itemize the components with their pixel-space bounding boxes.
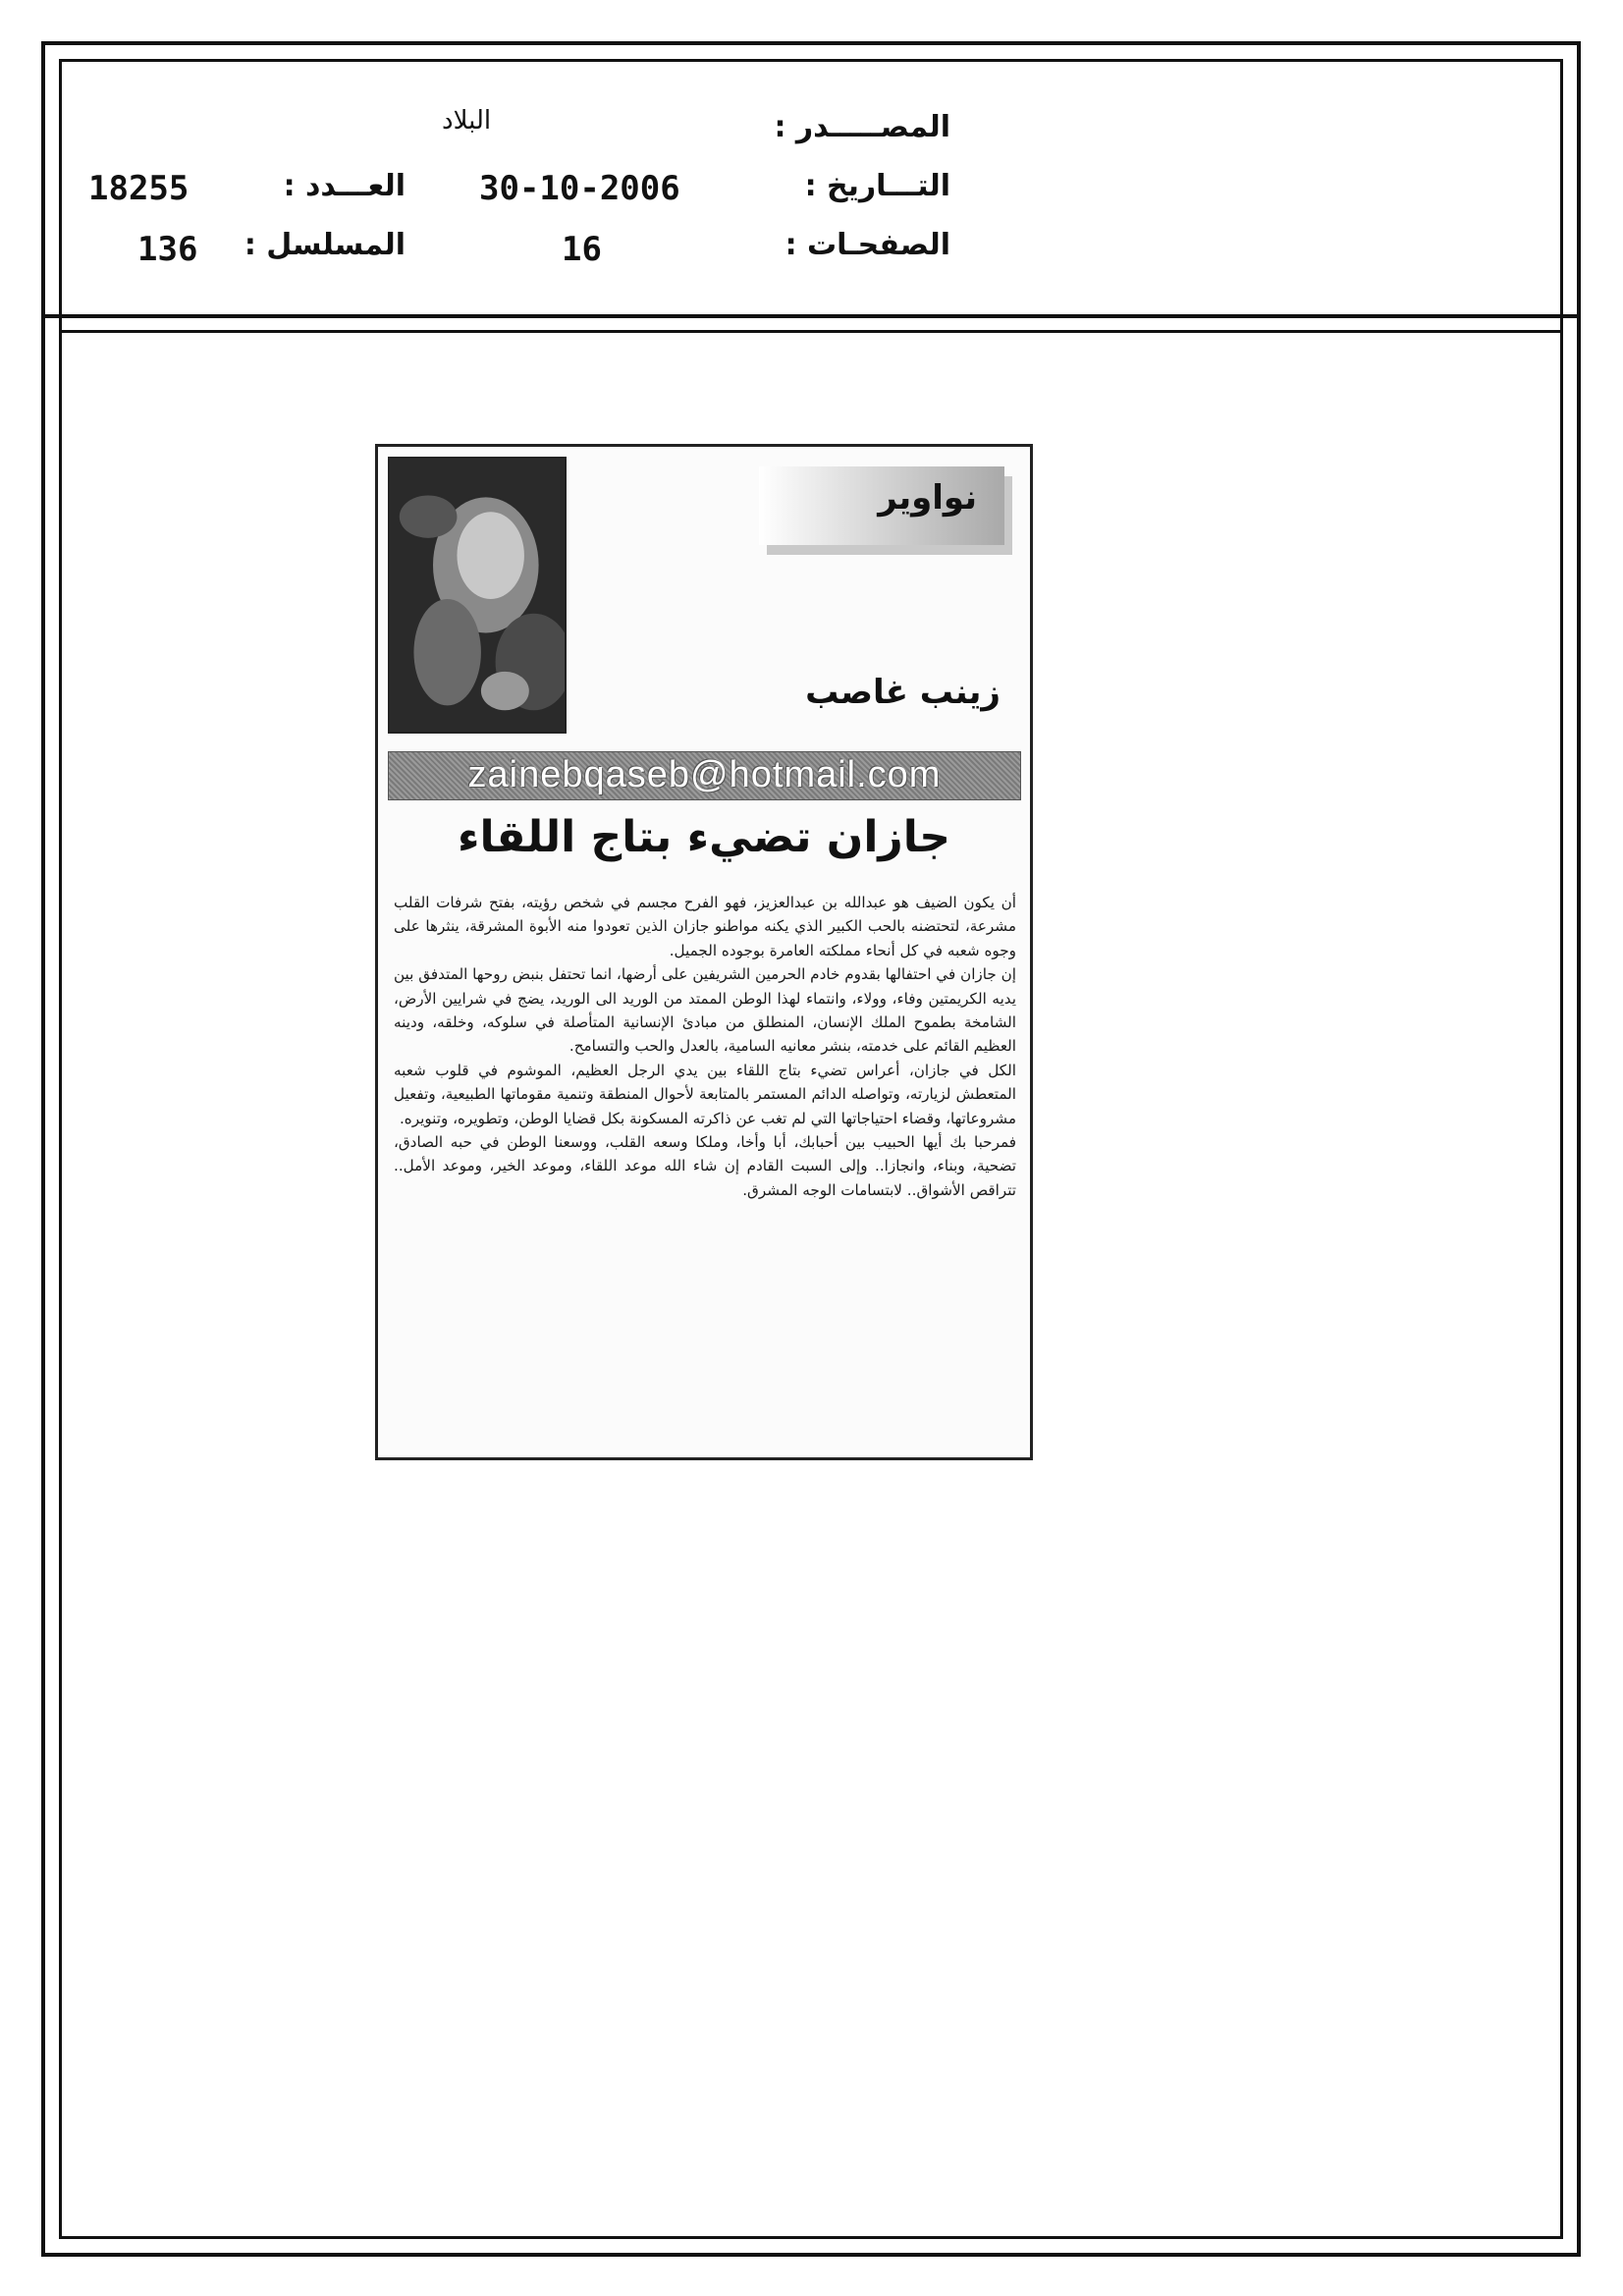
article-paragraph-4: فمرحبا بك أيها الحبيب بين أحبابك، أبا وأخا، وملكا وسعه القلب، ووسعنا الوطن في حبه الصادق، تضحية، وبناء، وانجازا.. وإلى السبت القادم إن شاء الله موعد اللقاء، وموعد الخير، وموعد الأمل.. تتراقص الأشواق.. لابتسامات الوجه المشرق. — [394, 1133, 1016, 1199]
article-paragraph-2: إن جازان في احتفالها بقدوم خادم الحرمين الشريفين على أرضها، انما تحتفل بنبض روحها المتدفق بين يديه الكريمتين وفاء، وولاء، وانتماء لهذا الوطن الممتد من الوريد الى الوريد، يضج في شرايين الأرض، الشامخة بطموح الملك الإنسان، المنطلق من مبادئ الإنسانية المتأصلة في سلوكه، وخلقه، ودينه العظيم القائم على خدمته، بنشر معانيه السامية، بالعدل والحب والتسامح. — [394, 965, 1016, 1056]
column-banner — [722, 466, 1016, 557]
serial-label: المسلسل : — [243, 228, 406, 262]
pages-label: الصفحـات : — [784, 228, 950, 262]
pages-value: 16 — [562, 230, 602, 269]
article-headline: جازان تضيء بتاج اللقاء — [457, 812, 950, 862]
author-name: زينب غاصب — [805, 673, 1001, 712]
source-label: المصـــــدر : — [774, 110, 950, 144]
article-body — [394, 891, 1016, 1202]
date-label: التـــاريخ : — [804, 169, 950, 203]
newspaper-clipping — [375, 444, 1033, 1460]
article-paragraph-3: الكل في جازان، أعراس تضيء بتاج اللقاء بين يدي الرجل العظيم، الموشوم في قلوب شعبه المتعطش لزيارته، وتواصله الدائم المستمر بالمتابعة لأحوال المنطقة وتنمية مقوماتها الطبيعية، وتفعيل مشروعاتها، وقضاء احتياجاتها التي لم تغب عن ذاكرته المسكونة بكل قضايا الوطن، وتطويره، وتنويره. — [394, 1061, 1016, 1127]
header-divider-inner — [59, 330, 1563, 333]
author-photo-image — [390, 459, 565, 732]
issue-label: العـــدد : — [283, 169, 406, 203]
issue-value: 18255 — [88, 169, 189, 208]
source-value: البلاد — [442, 106, 492, 136]
author-photo — [388, 457, 567, 734]
date-value: 30-10-2006 — [479, 169, 680, 208]
author-email: zainebqaseb@hotmail.com — [467, 754, 942, 795]
article-paragraph-1: أن يكون الضيف هو عبدالله بن عبدالعزيز، فهو الفرح مجسم في شخص رؤيته، بفتح شرفات القلب مشرعة، لتحتضنه بالحب الكبير الذي يكنه مواطنو جازان الذين تعودوا منه الأبوة المشرقة، ينثرها على وجوه شعبه في كل أنحاء مملكته العامرة بوجوده الجميل. — [394, 894, 1016, 959]
email-bar — [388, 751, 1021, 800]
serial-value: 136 — [137, 230, 198, 269]
header-divider-outer — [41, 314, 1581, 318]
column-name: نواوير — [878, 478, 977, 518]
